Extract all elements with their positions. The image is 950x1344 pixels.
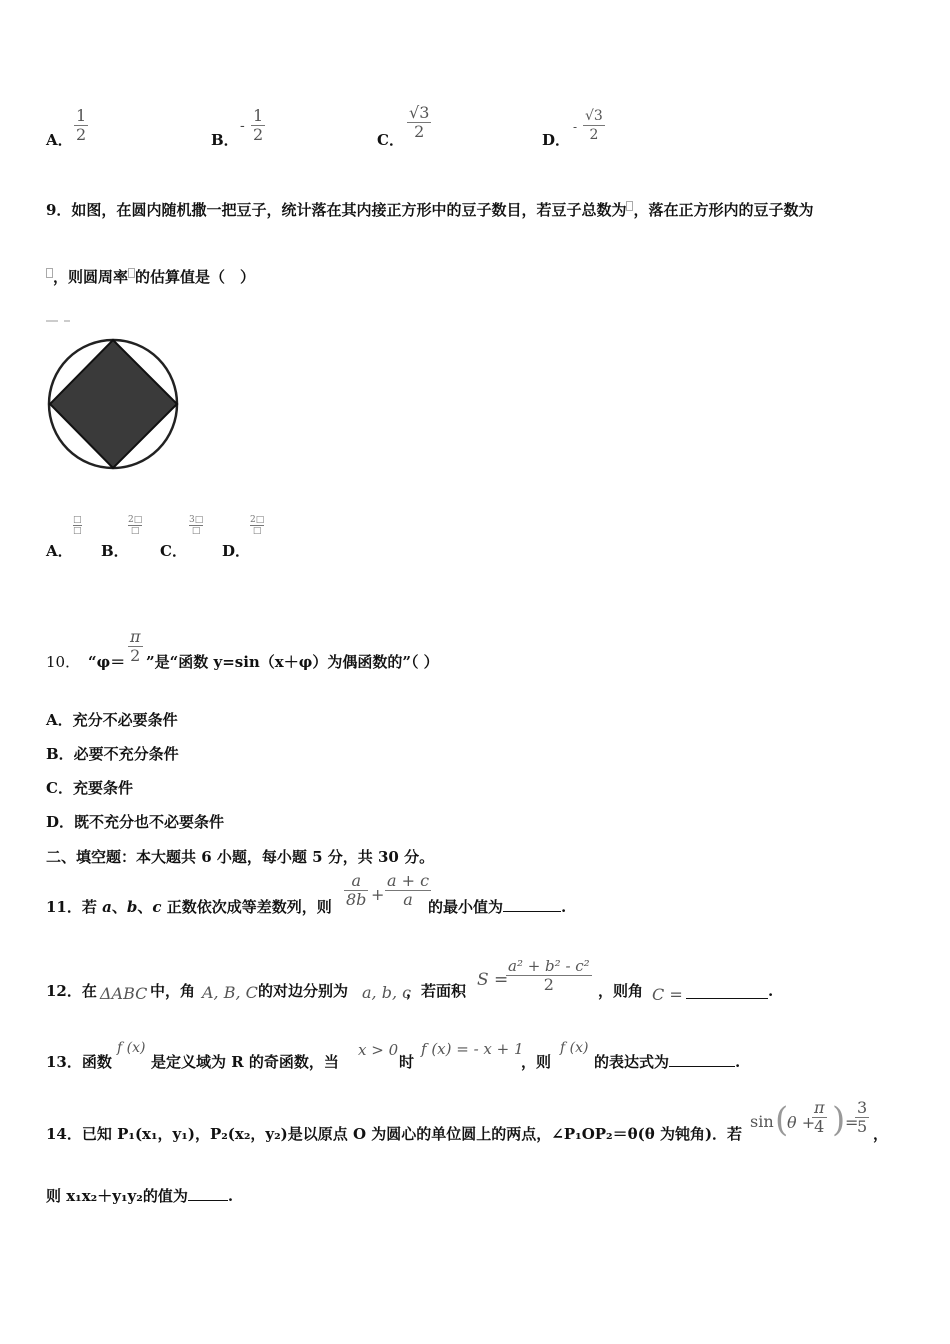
q9-option-d-label: D．: [222, 542, 251, 560]
q9-option-d-fraction: 2□ □: [250, 515, 265, 536]
q12-pre: 12．在: [46, 982, 97, 1000]
q14-pi-over-4: π 4: [814, 1098, 825, 1136]
q11-text-pre: 11．若 a、b、c 正数依次成等差数列，则: [46, 898, 332, 916]
q13-expression: f (x) = - x + 1: [421, 1040, 524, 1058]
q11-plus: +: [371, 885, 385, 904]
q10-pre: “φ＝: [88, 653, 126, 671]
circle-inscribed-square-figure: [46, 318, 182, 472]
q12-end: .: [768, 982, 774, 1000]
q8-option-a-label: A．: [46, 131, 73, 149]
q8-option-c-label: C．: [377, 131, 404, 149]
q9-option-b-label: B．: [101, 542, 129, 560]
q12-triangle: ΔABC: [100, 984, 148, 1003]
q14-theta: θ +: [787, 1113, 816, 1132]
missing-symbol-placeholder: [128, 268, 135, 278]
q9-line-2: ，则圆周率 的估算值是（ ）: [46, 268, 255, 286]
q8-option-b-fraction: 1 2: [253, 106, 264, 144]
q10-option-b: B．必要不充分条件: [46, 745, 179, 763]
q13-pre: 13．函数: [46, 1053, 112, 1071]
q11-text-post: 的最小值为 .: [428, 898, 567, 916]
q9-option-a-label: A．: [46, 542, 73, 560]
q11-fraction-a-plus-c-over-a: a + c a: [387, 871, 430, 909]
q12-angles: A, B, C: [202, 983, 258, 1002]
q14-comma: ，: [873, 1125, 889, 1143]
q11-fraction-a-over-8b: a 8b: [346, 871, 367, 909]
q10-option-c: C．充要条件: [46, 779, 133, 797]
q9-option-c-fraction: 3□ □: [189, 515, 204, 536]
q12-mid1: 中，角: [150, 982, 196, 1000]
q8-option-b-sign: -: [240, 118, 245, 134]
q14-line-1: 14．已知 P₁(x₁，y₁)，P₂(x₂，y₂)是以原点 O 为圆心的单位圆上的两点，∠P₁OP₂＝θ(θ 为钝角)．若: [46, 1125, 743, 1143]
q8-option-a-fraction: 1 2: [76, 106, 87, 144]
q14-left-paren: (: [775, 1100, 789, 1140]
q14-equals: =: [845, 1113, 859, 1132]
q13-fx2: f (x): [560, 1040, 589, 1056]
q14-right-paren: ): [832, 1100, 846, 1140]
section-heading-fill-in: 二、填空题：本大题共 6 小题，每小题 5 分，共 30 分。: [46, 848, 435, 866]
q12-mid4: ，则角: [598, 982, 644, 1000]
q9-option-b-fraction: 2□ □: [128, 515, 143, 536]
q10-option-d: D．既不充分也不必要条件: [46, 813, 225, 831]
q13-post: 的表达式为 .: [594, 1053, 741, 1071]
answer-blank[interactable]: [686, 983, 768, 999]
q14-sin: sin: [750, 1112, 774, 1131]
q8-option-d-label: D．: [542, 131, 571, 149]
q14-line-2: 则 x₁x₂＋y₁y₂的值为 .: [46, 1187, 234, 1205]
q13-mid2: 时: [399, 1053, 415, 1071]
q10-post: ”是“函数 y=sin（x＋φ）为偶函数的”（ ）: [146, 653, 439, 671]
q10-pi-over-2: π 2: [130, 627, 141, 665]
q12-c-equals: C =: [652, 985, 683, 1004]
q8-option-d-sign: -: [573, 120, 578, 134]
q13-mid1: 是定义域为 R 的奇函数，当: [151, 1053, 339, 1071]
q8-option-b-label: B．: [211, 131, 239, 149]
q12-sides: a, b, c: [362, 983, 412, 1002]
q12-mid2: 的对边分别为: [258, 982, 349, 1000]
q8-option-c-fraction: √3 2: [409, 103, 430, 141]
q8-option-d-fraction: √3 2: [585, 108, 603, 143]
q14-three-fifths: 3 5: [857, 1098, 868, 1136]
missing-symbol-placeholder: [46, 268, 53, 278]
answer-blank[interactable]: [669, 1066, 735, 1067]
q13-fx: f (x): [117, 1040, 146, 1056]
answer-blank[interactable]: [188, 1200, 228, 1201]
q9-option-a-fraction: □ □: [73, 515, 82, 536]
q12-area-fraction: a² + b² - c² 2: [508, 957, 590, 994]
q12-s-equals: S =: [477, 970, 509, 990]
q9-line-1: 9．如图，在圆内随机撒一把豆子，统计落在其内接正方形中的豆子数目，若豆子总数为 ，落在正方形内的豆子数为: [46, 201, 814, 219]
q13-mid3: ，则: [521, 1053, 552, 1071]
answer-blank[interactable]: [503, 911, 561, 912]
q12-mid3: ，若面积: [406, 982, 467, 1000]
q10-option-a: A．充分不必要条件: [46, 711, 178, 729]
q10-number: 10．: [46, 653, 81, 671]
q13-condition: x > 0: [358, 1041, 399, 1059]
q9-option-c-label: C．: [160, 542, 187, 560]
